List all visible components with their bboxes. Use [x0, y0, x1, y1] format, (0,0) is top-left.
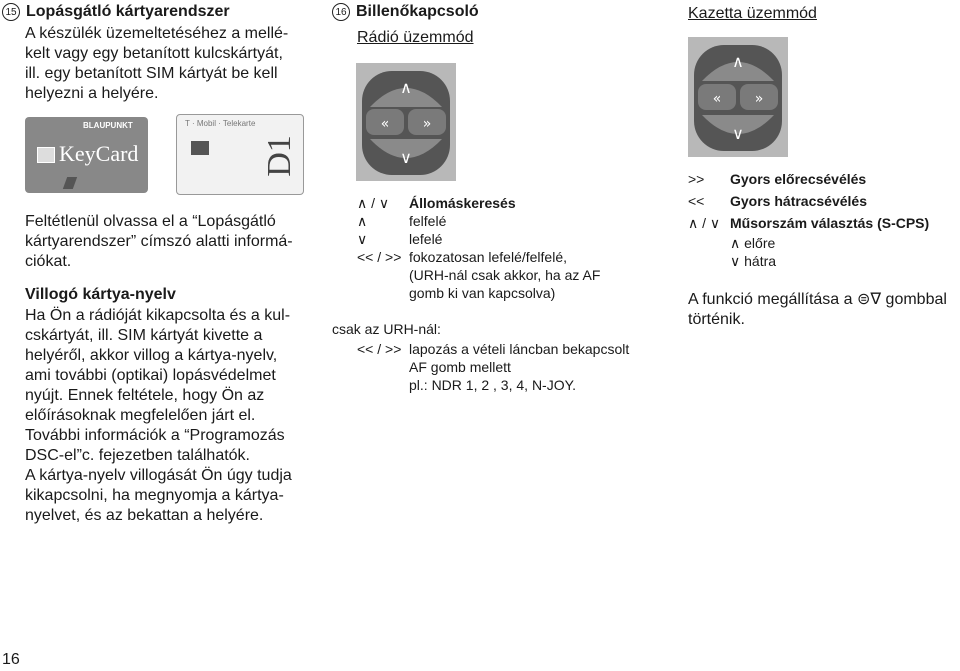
- key-cell: <<: [688, 193, 705, 209]
- text-line: nyújt. Ennek feltétele, hogy Ön az: [25, 387, 265, 404]
- desc-cell: lapozás a vételi láncban bekapcsolt: [409, 341, 630, 357]
- text-line: nyelvet, és az bekattan a helyére.: [25, 507, 264, 524]
- body-text: [25, 306, 292, 526]
- text-line: További információk a “Programozás: [25, 427, 285, 444]
- desc-cell: (URH-nál csak akkor, ha az AF: [409, 267, 601, 283]
- section-title: Billenőkapcsoló: [356, 3, 479, 21]
- desc-cell: felfelé: [409, 213, 447, 229]
- desc-cell: fokozatosan lefelé/felfelé,: [409, 249, 567, 265]
- key-cell: ∧: [357, 213, 368, 229]
- key-cell: >>: [688, 171, 705, 187]
- text-line: A kártya-nyelv villogását Ön úgy tudja: [25, 467, 292, 484]
- text-line: cskártyát, ill. SIM kártyát kivette a: [25, 327, 263, 344]
- text-line: DSC-el”c. fejezetben találhatók.: [25, 447, 250, 464]
- subsection-title: Villogó kártya-nyelv: [25, 286, 176, 303]
- section-number: 16: [332, 3, 350, 21]
- svg-text:∧: ∧: [732, 52, 744, 71]
- radio-mode-heading: Rádió üzemmód: [357, 29, 474, 46]
- svg-text:∨: ∨: [400, 148, 412, 167]
- desc-cell: pl.: NDR 1, 2 , 3, 4, N-JOY.: [409, 377, 577, 393]
- chip-icon: [37, 147, 55, 163]
- svg-text:»: »: [422, 116, 432, 132]
- text-line: kikapcsolni, ha megnyomja a kártya-: [25, 487, 284, 504]
- text-line: kelt vagy egy betanított kulcskártyát,: [25, 45, 283, 62]
- desc-cell: lefelé: [409, 231, 443, 247]
- cassette-mode-heading: Kazetta üzemmód: [688, 5, 817, 22]
- desc-cell: ∧ előre: [730, 235, 776, 251]
- desc-cell: Műsorszám választás (S-CPS): [730, 215, 930, 231]
- text-line: Ha Ön a rádióját kikapcsolta és a kul-: [25, 307, 291, 324]
- desc-cell: gomb ki van kapcsolva): [409, 285, 556, 301]
- desc-cell: Állomáskeresés: [409, 195, 516, 211]
- text-line: ciókat.: [25, 253, 72, 270]
- svg-text:«: «: [380, 116, 390, 132]
- text-line: előírásoknak megfelelően járt el.: [25, 407, 256, 424]
- key-cell: ∨: [357, 231, 368, 247]
- radio-table: [357, 194, 657, 301]
- desc-cell: ∨ hátra: [730, 253, 777, 269]
- page-number: 16: [2, 651, 20, 668]
- text-line: Feltétlenül olvassa el a “Lopásgátló: [25, 213, 276, 230]
- key-cell: ∧ / ∨: [357, 195, 390, 211]
- desc-cell: Gyors hátracsévélés: [730, 193, 867, 209]
- note-text: [25, 212, 293, 272]
- rocker-switch-image: [356, 63, 456, 181]
- text-line: történik.: [688, 311, 745, 328]
- svg-text:«: «: [712, 91, 722, 107]
- stripe: [63, 177, 77, 189]
- section-16-header: [332, 3, 479, 21]
- sim-card-image: [176, 114, 304, 195]
- text-line: helyéről, akkor villog a kártya-nyelv,: [25, 347, 278, 364]
- text-line: helyezni a helyére.: [25, 85, 159, 102]
- card-name: KeyCard: [59, 141, 139, 166]
- section-15-header: [2, 3, 230, 21]
- rocker-switch-cassette-image: [688, 37, 788, 157]
- key-cell: << / >>: [357, 249, 402, 265]
- sim-big-text: D1: [260, 135, 298, 177]
- text-line: A készülék üzemeltetéséhez a mellé-: [25, 25, 289, 42]
- card-brand: BLAUPUNKT: [83, 121, 133, 130]
- svg-text:∧: ∧: [400, 78, 412, 97]
- sim-chip-icon: [191, 141, 209, 155]
- desc-cell: Gyors előrecsévélés: [730, 171, 867, 187]
- key-cell: << / >>: [357, 341, 402, 357]
- section-title: Lopásgátló kártyarendszer: [26, 3, 230, 21]
- svg-text:∨: ∨: [732, 124, 744, 143]
- keycard-image: [25, 117, 148, 193]
- text-line: kártyarendszer” címszó alatti informá-: [25, 233, 293, 250]
- urh-table: [357, 340, 657, 400]
- text-line: ami további (optikai) lopásvédelmet: [25, 367, 276, 384]
- sim-brand: T · Mobil · Telekarte: [185, 119, 256, 128]
- desc-cell: AF gomb mellett: [409, 359, 511, 375]
- section-number: 15: [2, 3, 20, 21]
- function-stop-text: [688, 290, 947, 330]
- text-line: A funkció megállítása a ⊜∇ gombbal: [688, 291, 947, 308]
- svg-text:»: »: [754, 91, 764, 107]
- text-line: ill. egy betanított SIM kártyát be kell: [25, 65, 278, 82]
- key-cell: ∧ / ∨: [688, 215, 721, 231]
- cassette-table: [688, 170, 958, 270]
- intro-text: [25, 24, 288, 104]
- urh-label: csak az URH-nál:: [332, 321, 441, 337]
